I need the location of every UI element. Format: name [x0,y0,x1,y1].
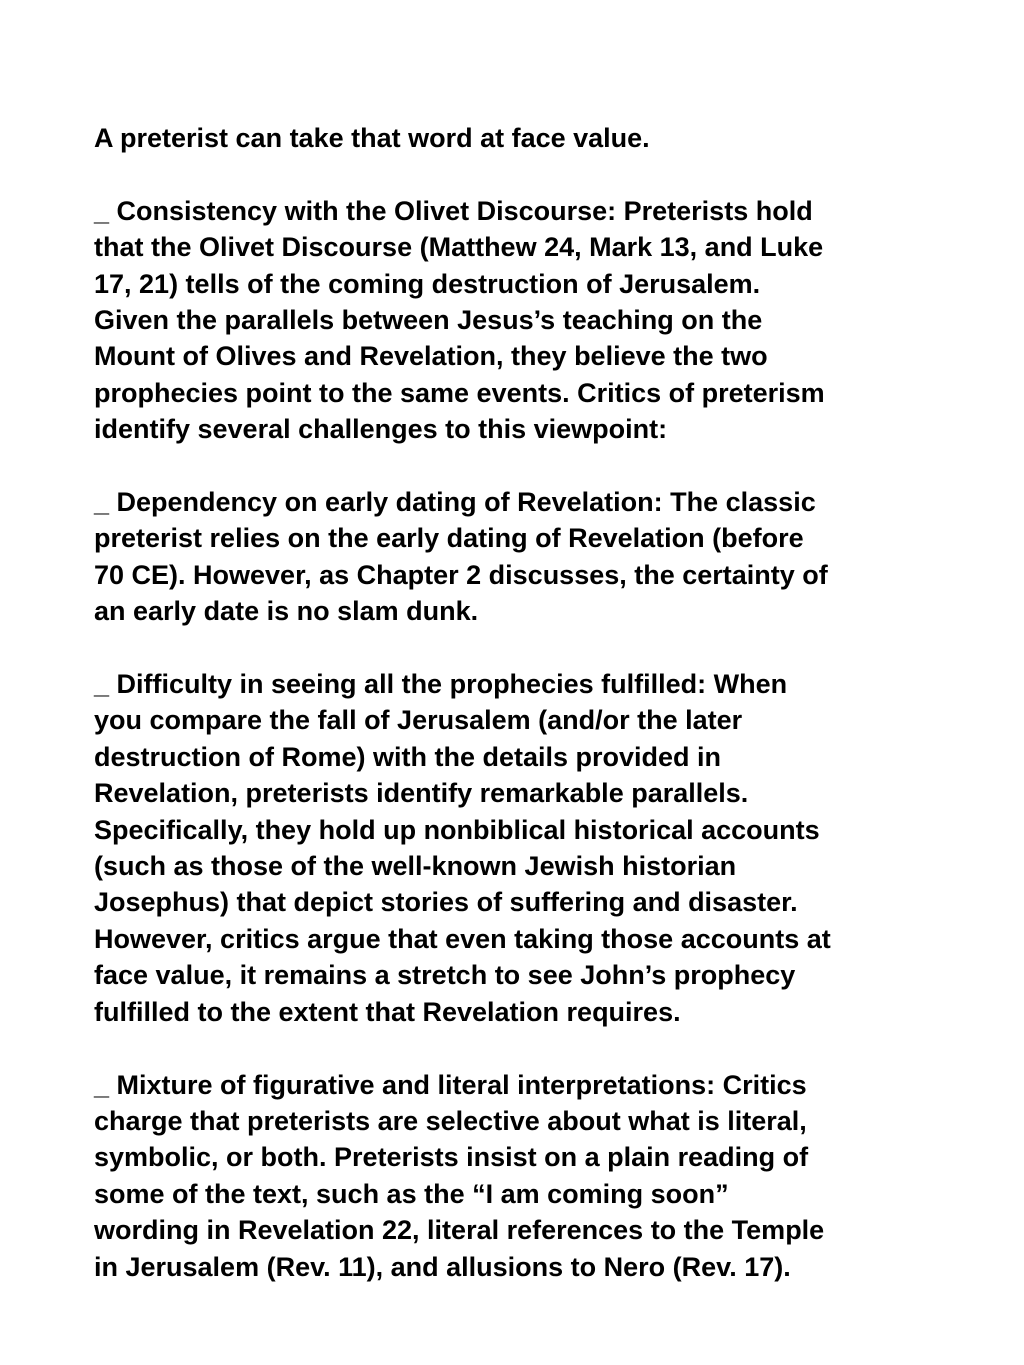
text-line: _ Mixture of figurative and literal interpretations: Critics [94,1069,807,1100]
text-line: that the Olivet Discourse (Matthew 24, Mark 13, and Luke [94,232,824,263]
text-line: symbolic, or both. Preterists insist on a plain reading of [94,1142,809,1173]
text-line: Josephus) that depict stories of suffering and disaster. [94,887,798,918]
text-line: Mount of Olives and Revelation, they believe the two [94,341,768,372]
paragraph-intro [94,120,934,156]
text-line: preterist relies on the early dating of Revelation (before [94,523,804,554]
text-line: destruction of Rome) with the details provided in [94,741,722,772]
text-line: A preterist can take that word at face value. [94,123,650,153]
paragraph-olivet-discourse [94,193,934,448]
text-line: prophecies point to the same events. Critics of preterism [94,377,825,408]
paragraph-early-dating [94,484,934,630]
text-line: Revelation, preterists identify remarkable parallels. [94,778,749,809]
text-line: Given the parallels between Jesus’s teaching on the [94,305,763,336]
text-line: Specifically, they hold up nonbiblical historical accounts [94,814,820,845]
document-page [94,120,934,1321]
text-line: identify several challenges to this viewpoint: [94,414,668,445]
text-line: _ Dependency on early dating of Revelation: The classic [94,487,816,518]
text-line: an early date is no slam dunk. [94,596,479,627]
paragraph-prophecies-fulfilled [94,666,934,1030]
text-line: charge that preterists are selective about what is literal, [94,1105,807,1136]
text-line: fulfilled to the extent that Revelation requires. [94,996,681,1027]
text-line: However, critics argue that even taking those accounts at [94,923,831,954]
text-line: some of the text, such as the “I am coming soon” [94,1178,729,1209]
text-line: _ Difficulty in seeing all the prophecies fulfilled: When [94,669,788,700]
text-line: 70 CE). However, as Chapter 2 discusses, the certainty of [94,559,828,590]
paragraph-figurative-literal [94,1067,934,1285]
text-line: wording in Revelation 22, literal references to the Temple [94,1215,825,1246]
text-line: in Jerusalem (Rev. 11), and allusions to Nero (Rev. 17). [94,1251,791,1282]
text-line: you compare the fall of Jerusalem (and/or the later [94,705,743,736]
text-line: face value, it remains a stretch to see John’s prophecy [94,960,796,991]
text-line: _ Consistency with the Olivet Discourse: Preterists hold [94,195,813,226]
text-line: 17, 21) tells of the coming destruction of Jerusalem. [94,268,761,299]
text-line: (such as those of the well-known Jewish historian [94,851,737,882]
